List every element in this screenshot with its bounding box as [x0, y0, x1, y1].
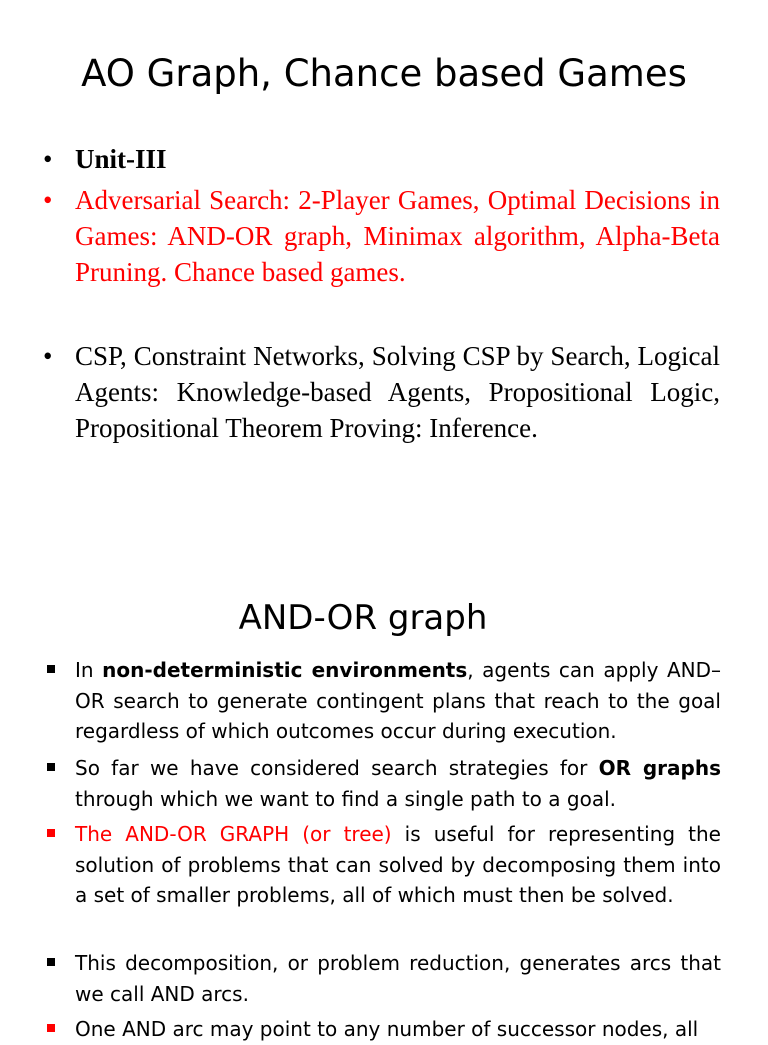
- bullet-icon: •: [43, 185, 53, 215]
- list-item: In non-deterministic environments, agents can apply AND–OR search to generate contingent plans that reach to the goal regardless of which outcomes occur during execution.: [75, 655, 721, 747]
- slide-title: AND-OR graph: [238, 598, 488, 638]
- highlight-text: The AND-OR GRAPH (or tree): [75, 822, 392, 846]
- slide-2: [0, 540, 768, 1041]
- list-item-text: CSP, Constraint Networks, Solving CSP by Search, Logical Agents: Knowledge-based Agents, Propositional Logic, Propositional Theorem Proving: Inference.: [75, 341, 720, 443]
- emphasis: non-deterministic environments: [102, 658, 468, 682]
- square-bullet-icon: [47, 829, 55, 837]
- square-bullet-icon: [47, 958, 55, 966]
- list-item: [43, 141, 720, 177]
- list-item: [75, 1014, 721, 1045]
- bullet-icon: •: [43, 144, 53, 174]
- emphasis: OR graphs: [598, 756, 721, 780]
- list-item: The AND-OR GRAPH (or tree) is useful for representing the solution of problems that can solved by decomposing them into a set of smaller problems, all of which must then be solved.: [75, 819, 721, 911]
- list-item: [75, 948, 721, 1009]
- square-bullet-icon: [47, 1024, 55, 1032]
- square-bullet-icon: [47, 763, 55, 771]
- square-bullet-icon: [47, 665, 55, 673]
- unit-label: Unit-III: [75, 144, 167, 174]
- list-item: [43, 338, 720, 446]
- bullet-icon: •: [43, 341, 53, 371]
- list-item-text: One AND arc may point to any number of successor nodes, all: [75, 1017, 699, 1041]
- list-item: So far we have considered search strategies for OR graphs through which we want to find a single path to a goal.: [75, 753, 721, 814]
- list-item-text: Adversarial Search: 2-Player Games, Optimal Decisions in Games: AND-OR graph, Minimax algorithm, Alpha-Beta Pruning. Chance based games.: [75, 185, 720, 287]
- list-item-text: This decomposition, or problem reduction, generates arcs that we call AND arcs.: [75, 951, 721, 1006]
- slide-title: AO Graph, Chance based Games: [81, 52, 687, 95]
- list-item: [43, 182, 720, 290]
